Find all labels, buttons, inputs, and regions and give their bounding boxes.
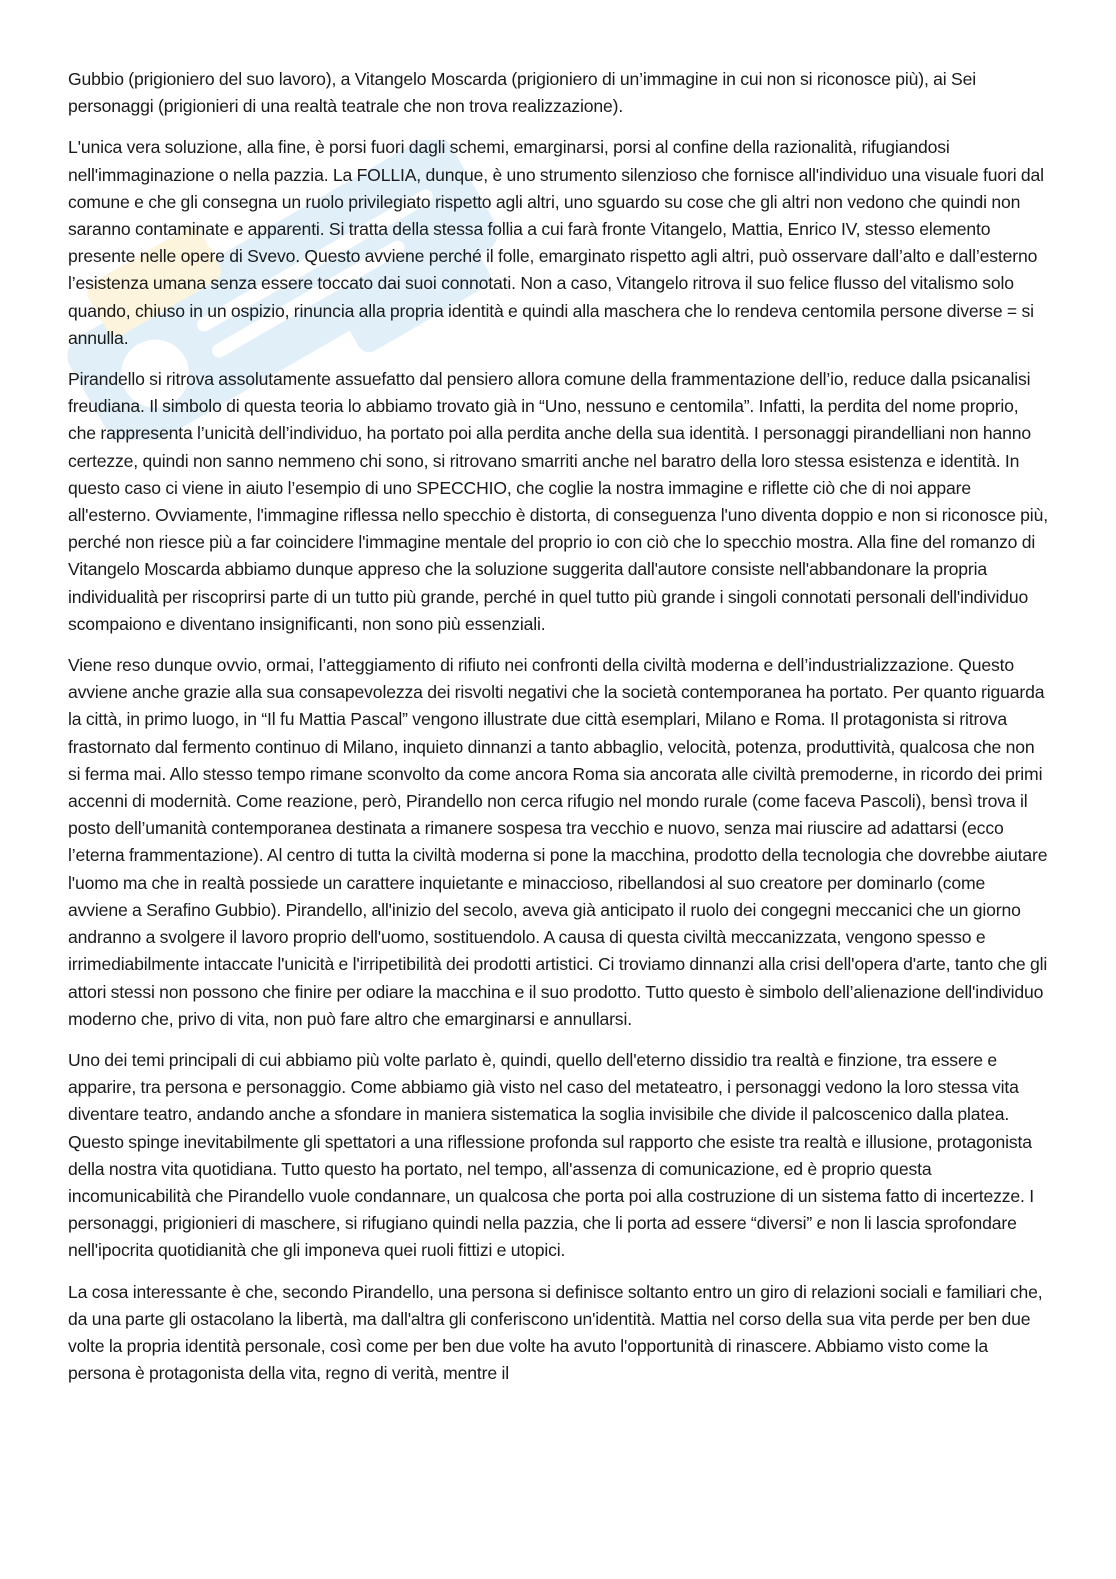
document-body [68, 66, 1048, 1401]
paragraph: Gubbio (prigioniero del suo lavoro), a Vitangelo Moscarda (prigioniero di un’immagine in cui non si riconosce più), ai Sei personaggi (prigionieri di una realtà teatrale che non trova realizzazione). [68, 69, 976, 117]
paragraph: Uno dei temi principali di cui abbiamo più volte parlato è, quindi, quello dell'eterno dissidio tra realtà e finzione, tra essere e apparire, tra persona e personaggio. Come abbiamo già visto nel caso del metateatro, i personaggi vedono la loro stessa vita diventare teatro, andando anche a sfondare in maniera sistematica la soglia invisibile che divide il palcoscenico dalla platea. Questo spinge inevitabilmente gli spettatori a una riflessione profonda sul rapporto che esiste tra realtà e illusione, protagonista della nostra vita quotidiana. Tutto questo ha portato, nel tempo, all'assenza di comunicazione, ed è proprio questa incomunicabilità che Pirandello vuole condannare, un qualcosa che porta poi alla costruzione di un sistema fatto di incertezze. I personaggi, prigionieri di maschere, si rifugiano quindi nella pazzia, che li porta ad essere “diversi” e non li lascia sprofondare nell'ipocrita quotidianità che gli imponeva quei ruoli fittizi e utopici. [68, 1049, 1034, 1261]
paragraph: L'unica vera soluzione, alla fine, è porsi fuori dagli schemi, emarginarsi, porsi al confine della razionalità, rifugiandosi nell'immaginazione o nella pazzia. La FOLLIA, dunque, è uno strumento silenzioso che fornisce all'individuo una visuale fuori dal comune e che gli consegna un ruolo privilegiato rispetto agli altri, uno sguardo su cose che gli altri non vedono che quindi non saranno contaminate e apparenti. Si tratta della stessa follia a cui farà fronte Vitangelo, Mattia, Enrico IV, stesso elemento presente nelle opere di Svevo. Questo avviene perché il folle, emarginato rispetto agli altri, può osservare dall’alto e dall’esterno l’esistenza umana senza essere toccato dai suoi connotati. Non a caso, Vitangelo ritrova il suo felice flusso del vitalismo solo quando, chiuso in un ospizio, rinuncia alla propria identità e quindi alla maschera che lo rendeva centomila persone diverse = si annulla. [68, 137, 1044, 348]
paragraph: Viene reso dunque ovvio, ormai, l’atteggiamento di rifiuto nei confronti della civiltà moderna e dell’industrializzazione. Questo avviene anche grazie alla sua consapevolezza dei risvolti negativi che la società contemporanea ha portato. Per quanto riguarda la città, in primo luogo, in “Il fu Mattia Pascal” vengono illustrate due città esemplari, Milano e Roma. Il protagonista si ritrova frastornato dal fermento continuo di Milano, inquieto dinnanzi a tanto abbaglio, velocità, potenza, produttività, qualcosa che non si ferma mai. Allo stesso tempo rimane sconvolto da come ancora Roma sia ancorata alle civiltà premoderne, in ricordo dei primi accenni di modernità. Come reazione, però, Pirandello non cerca rifugio nel mondo rurale (come faceva Pascoli), bensì trova il posto dell’umanità contemporanea destinata a rimanere sospesa tra vecchio e nuovo, senza mai riuscire ad adattarsi (ecco l’eterna frammentazione). Al centro di tutta la civiltà moderna si pone la macchina, prodotto della tecnologia che dovrebbe aiutare l'uomo ma che in realtà possiede un carattere inquietante e minaccioso, ribellandosi al suo creatore per dominarlo (come avviene a Serafino Gubbio). Pirandello, all'inizio del secolo, aveva già anticipato il ruolo dei congegni meccanici che un giorno andranno a svolgere il lavoro proprio dell'uomo, sostituendolo. A causa di questa civiltà meccanizzata, vengono spesso e irrimediabilmente intaccate l'unicità e l'irripetibilità dei prodotti artistici. Ci troviamo dinnanzi alla crisi dell'opera d'arte, tanto che gli attori stessi non possono che finire per odiare la macchina e il suo prodotto. Tutto questo è simbolo dell’alienazione dell'individuo moderno che, privo di vita, non può fare altro che emarginarsi e annullarsi. [68, 655, 1048, 1029]
paragraph: Pirandello si ritrova assolutamente assuefatto dal pensiero allora comune della frammentazione dell’io, reduce dalla psicanalisi freudiana. Il simbolo di questa teoria lo abbiamo trovato già in “Uno, nessuno e centomila”. Infatti, la perdita del nome proprio, che rappresenta l’unicità dell’individuo, ha portato poi alla perdita anche della sua identità. I personaggi pirandelliani non hanno certezze, quindi non sanno nemmeno chi sono, si ritrovano smarriti anche nel baratro della loro stessa esistenza e identità. In questo caso ci viene in aiuto l’esempio di uno SPECCHIO, che coglie la nostra immagine e riflette ciò che di noi appare all'esterno. Ovviamente, l'immagine riflessa nello specchio è distorta, di conseguenza l'uno diventa doppio e non si riconosce più, perché non riesce più a far coincidere l'immagine mentale del proprio io con ciò che lo specchio mostra. Alla fine del romanzo di Vitangelo Moscarda abbiamo dunque appreso che la soluzione suggerita dall'autore consiste nell'abbandonare la propria individualità per riscoprirsi parte di un tutto più grande, perché in quel tutto più grande i singoli connotati personali dell'individuo scompaiono e diventano insignificanti, non sono più essenziali. [68, 369, 1048, 634]
paragraph: La cosa interessante è che, secondo Pirandello, una persona si definisce soltanto entro un giro di relazioni sociali e familiari che, da una parte gli ostacolano la libertà, ma dall'altra gli conferiscono un'identità. Mattia nel corso della sua vita perde per ben due volte la propria identità personale, così come per ben due volte ha avuto l'opportunità di rinascere. Abbiamo visto come la persona è protagonista della vita, regno di verità, mentre il [68, 1281, 1043, 1384]
